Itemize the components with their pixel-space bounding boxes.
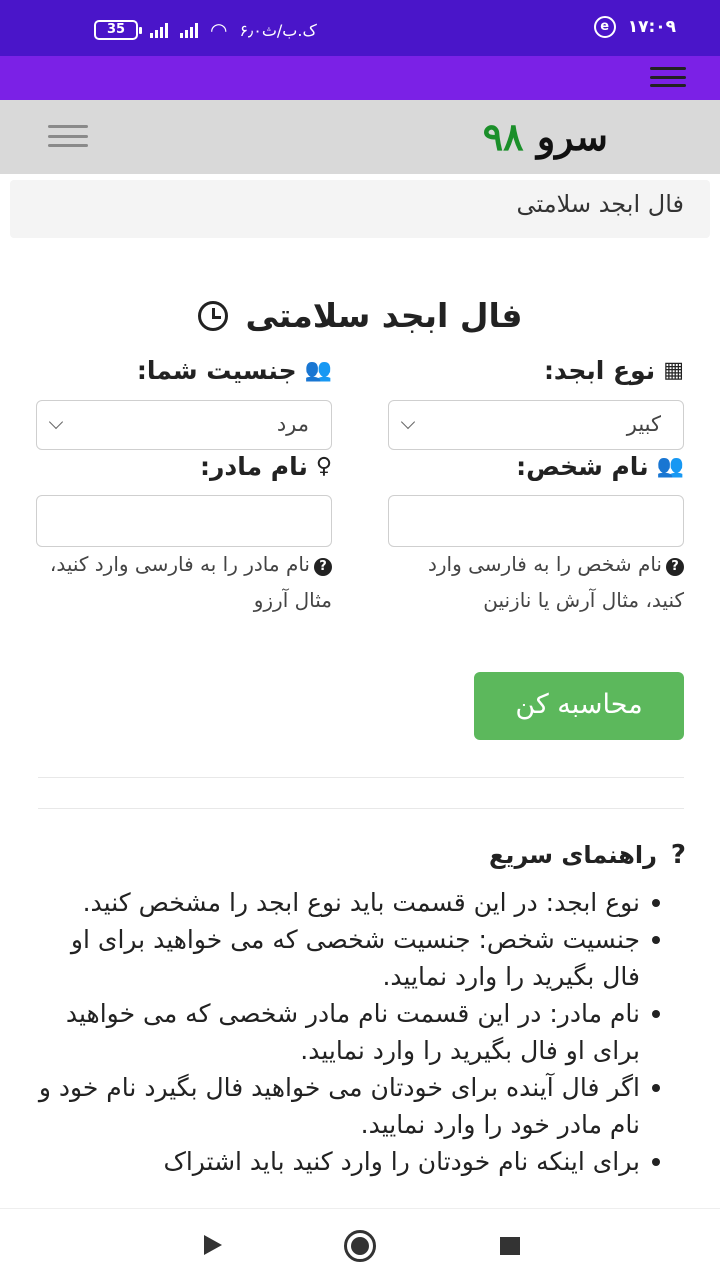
gender-label-row bbox=[137, 356, 332, 385]
signal-icon bbox=[150, 22, 168, 38]
abjad-type-label: نوع ابجد: bbox=[543, 356, 656, 385]
person-name-label: نام شخص: bbox=[516, 452, 649, 481]
mother-name-input[interactable] bbox=[36, 495, 332, 547]
recent-apps-icon[interactable] bbox=[500, 1237, 520, 1255]
page-title-row bbox=[0, 296, 720, 335]
site-menu-icon[interactable] bbox=[48, 125, 88, 147]
status-left bbox=[94, 18, 317, 42]
gender-value: مرد bbox=[276, 412, 309, 436]
brand-number: ۹۸ bbox=[482, 114, 524, 159]
calculate-button[interactable]: محاسبه کن bbox=[474, 672, 684, 740]
home-icon[interactable] bbox=[344, 1230, 376, 1262]
wifi-icon: ◠ bbox=[210, 18, 228, 42]
divider bbox=[38, 808, 684, 809]
list-item: اگر فال آینده برای خودتان می خواهید فال بگیرد نام خود و نام مادر خود را وارد نمایید. bbox=[38, 1069, 640, 1143]
person-name-input[interactable] bbox=[388, 495, 684, 547]
clock-time: ۱۷:۰۹ bbox=[627, 17, 676, 37]
data-speed: ۶٫۰ک.ب/ث bbox=[239, 20, 317, 40]
mother-name-help bbox=[36, 546, 332, 618]
site-logo[interactable] bbox=[483, 114, 608, 159]
calculator-icon: ▦ bbox=[663, 358, 684, 383]
person-name-help-text: نام شخص را به فارسی وارد کنید، مثال آرش یا نازنین bbox=[427, 552, 684, 612]
app-bar bbox=[0, 56, 720, 100]
person-name-help bbox=[388, 546, 684, 618]
navigation-bar bbox=[0, 1208, 720, 1280]
mother-name-label: نام مادر: bbox=[199, 452, 308, 481]
guide-list bbox=[38, 884, 640, 1180]
list-item: برای اینکه نام خودتان را وارد کنید باید اشتراک bbox=[38, 1143, 640, 1180]
site-header bbox=[0, 100, 720, 174]
signal-icon-2 bbox=[180, 22, 198, 38]
abjad-type-label-row bbox=[544, 356, 684, 385]
guide-title: راهنمای سریع bbox=[489, 841, 657, 869]
mother-name-label-row bbox=[200, 452, 332, 481]
users-icon: 👥 bbox=[656, 454, 684, 479]
breadcrumb: فال ابجد سلامتی bbox=[10, 180, 710, 238]
gender-label: جنسیت شما: bbox=[136, 356, 297, 385]
app-menu-icon[interactable] bbox=[650, 67, 686, 87]
abjad-type-value: کبیر bbox=[626, 412, 661, 436]
abjad-type-select[interactable] bbox=[388, 400, 684, 450]
list-item: نوع ابجد: در این قسمت باید نوع ابجد را مشخص کنید. bbox=[38, 884, 640, 921]
status-bar bbox=[0, 0, 720, 56]
female-icon: ♀ bbox=[315, 454, 332, 479]
question-circle-icon: ? bbox=[666, 558, 684, 576]
divider bbox=[38, 777, 684, 778]
brand-text: سرو bbox=[536, 114, 608, 159]
chevron-down-icon bbox=[49, 415, 63, 429]
battery-icon: 35 bbox=[94, 20, 138, 40]
clock-icon bbox=[198, 301, 228, 331]
page-title: فال ابجد سلامتی bbox=[245, 296, 523, 335]
guide-title-row bbox=[489, 840, 686, 870]
person-name-label-row bbox=[516, 452, 684, 481]
gender-select[interactable] bbox=[36, 400, 332, 450]
question-icon: ? bbox=[670, 840, 686, 870]
users-icon: 👥 bbox=[304, 358, 332, 383]
status-right bbox=[594, 16, 676, 38]
back-icon[interactable] bbox=[204, 1235, 222, 1255]
question-circle-icon: ? bbox=[314, 558, 332, 576]
app-notification-icon: e bbox=[594, 16, 616, 38]
mother-name-help-text: نام مادر را به فارسی وارد کنید، مثال آرزو bbox=[49, 552, 332, 612]
list-item: جنسیت شخص: جنسیت شخصی که می خواهید برای او فال بگیرید را وارد نمایید. bbox=[38, 921, 640, 995]
list-item: نام مادر: در این قسمت نام مادر شخصی که می خواهید برای او فال بگیرید را وارد نمایید. bbox=[38, 995, 640, 1069]
chevron-down-icon bbox=[401, 415, 415, 429]
